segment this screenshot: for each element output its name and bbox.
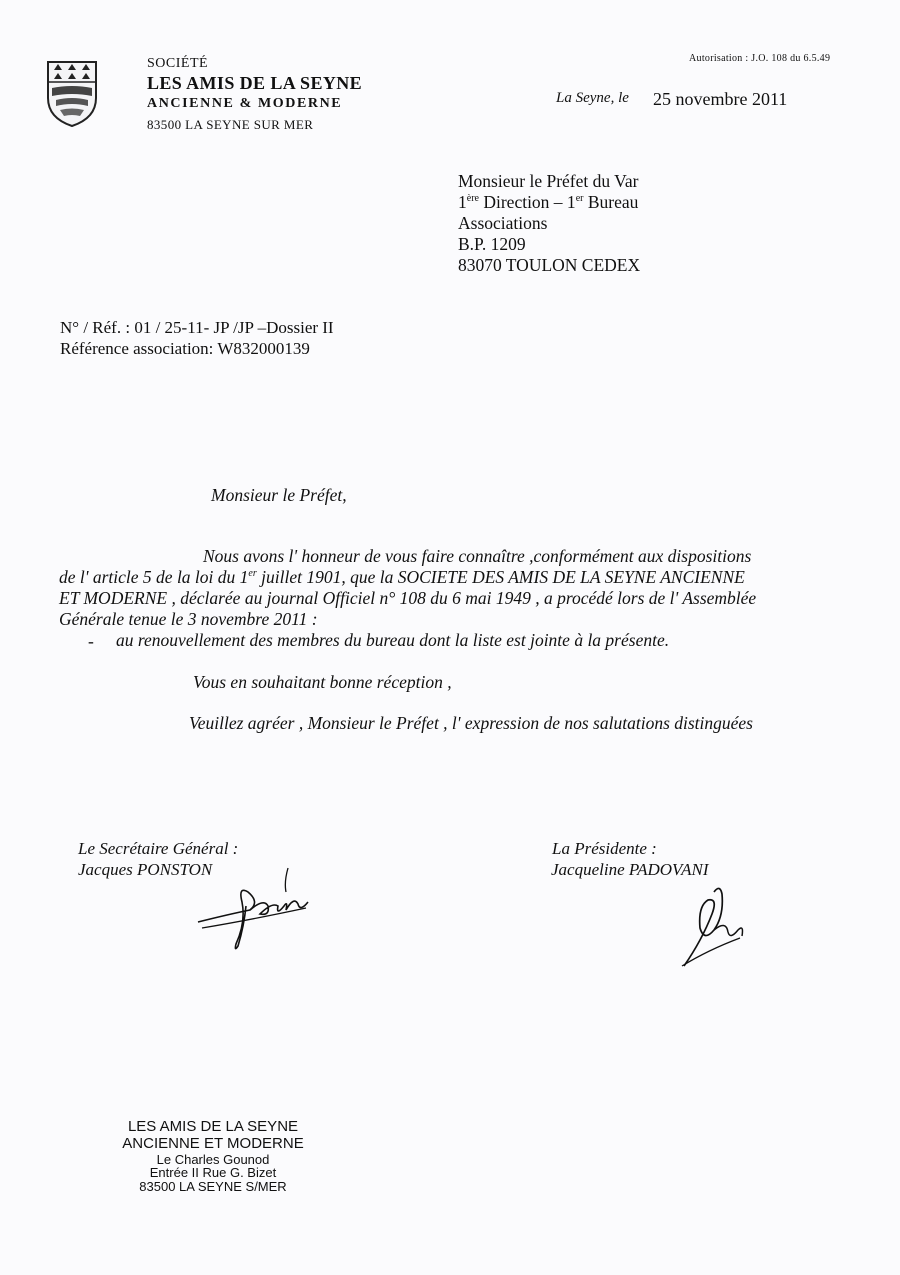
recipient-line-3: Associations: [458, 213, 548, 233]
paragraph-1-line-2-b: juillet 1901, que la SOCIETE DES AMIS DE LA SEYNE ANCIENNE: [256, 567, 745, 587]
recipient-line-5: 83070 TOULON CEDEX: [458, 255, 641, 275]
paragraph-3: Veuillez agréer , Monsieur le Préfet , l' expression de nos salutations distinguées: [189, 713, 753, 733]
bullet-item: au renouvellement des membres du bureau dont la liste est jointe à la présente.: [116, 630, 670, 650]
header-society-subname: ANCIENNE & MODERNE: [147, 96, 343, 111]
president-signature: [678, 880, 750, 970]
footer-line-3: Le Charles Gounod: [156, 1152, 270, 1167]
footer-line-1: LES AMIS DE LA SEYNE: [127, 1118, 299, 1135]
recipient-line-1: Monsieur le Préfet du Var: [458, 171, 639, 191]
letter-date: 25 novembre 2011: [653, 89, 788, 109]
header-societe: SOCIÉTÉ: [147, 56, 209, 71]
right-signatory-title: La Présidente :: [552, 839, 657, 858]
paragraph-1-line-2: [59, 567, 745, 588]
recipient-line-2-sup-2: er: [575, 193, 584, 205]
date-place: La Seyne, le: [556, 90, 629, 106]
paragraph-1-line-1: Nous avons l' honneur de vous faire connaître ,conformément aux dispositions: [203, 546, 752, 566]
salutation: Monsieur le Préfet,: [211, 485, 347, 505]
recipient-line-4: B.P. 1209: [458, 234, 526, 254]
paragraph-1-line-3: ET MODERNE , déclarée au journal Officiel n° 108 du 6 mai 1949 , a procédé lors de l' Assemblée: [59, 588, 757, 608]
right-signatory-name: Jacqueline PADOVANI: [551, 860, 709, 879]
recipient-line-2-num: 1: [458, 192, 467, 212]
association-reference: Référence association: W832000139: [60, 339, 310, 358]
bullet-dash: -: [88, 631, 94, 651]
footer-line-2: ANCIENNE ET MODERNE: [122, 1135, 304, 1152]
coat-of-arms-logo: [46, 60, 98, 128]
paragraph-1-line-2-a: de l' article 5 de la loi du 1: [59, 567, 249, 587]
recipient-line-2-part-a: Direction – 1: [478, 192, 576, 212]
reference-number: N° / Réf. : 01 / 25-11- JP /JP –Dossier II: [60, 318, 334, 337]
header-society-name: LES AMIS DE LA SEYNE: [147, 73, 363, 93]
recipient-line-2: [458, 192, 638, 213]
left-signatory-name: Jacques PONSTON: [78, 860, 213, 879]
header-city: 83500 LA SEYNE SUR MER: [147, 117, 314, 132]
paragraph-1-line-2-sup: er: [248, 568, 257, 580]
recipient-line-2-part-b: Bureau: [583, 192, 639, 212]
left-signatory-title: Le Secrétaire Général :: [78, 839, 239, 858]
secretary-signature: [190, 862, 320, 954]
footer-line-4: Entrée II Rue G. Bizet: [149, 1165, 277, 1180]
paragraph-1-line-4: Générale tenue le 3 novembre 2011 :: [59, 609, 318, 629]
recipient-line-2-sup-1: ère: [466, 193, 479, 205]
paragraph-2: Vous en souhaitant bonne réception ,: [193, 672, 452, 692]
authorisation-note: Autorisation : J.O. 108 du 6.5.49: [689, 53, 831, 64]
footer-line-5: 83500 LA SEYNE S/MER: [139, 1179, 287, 1194]
